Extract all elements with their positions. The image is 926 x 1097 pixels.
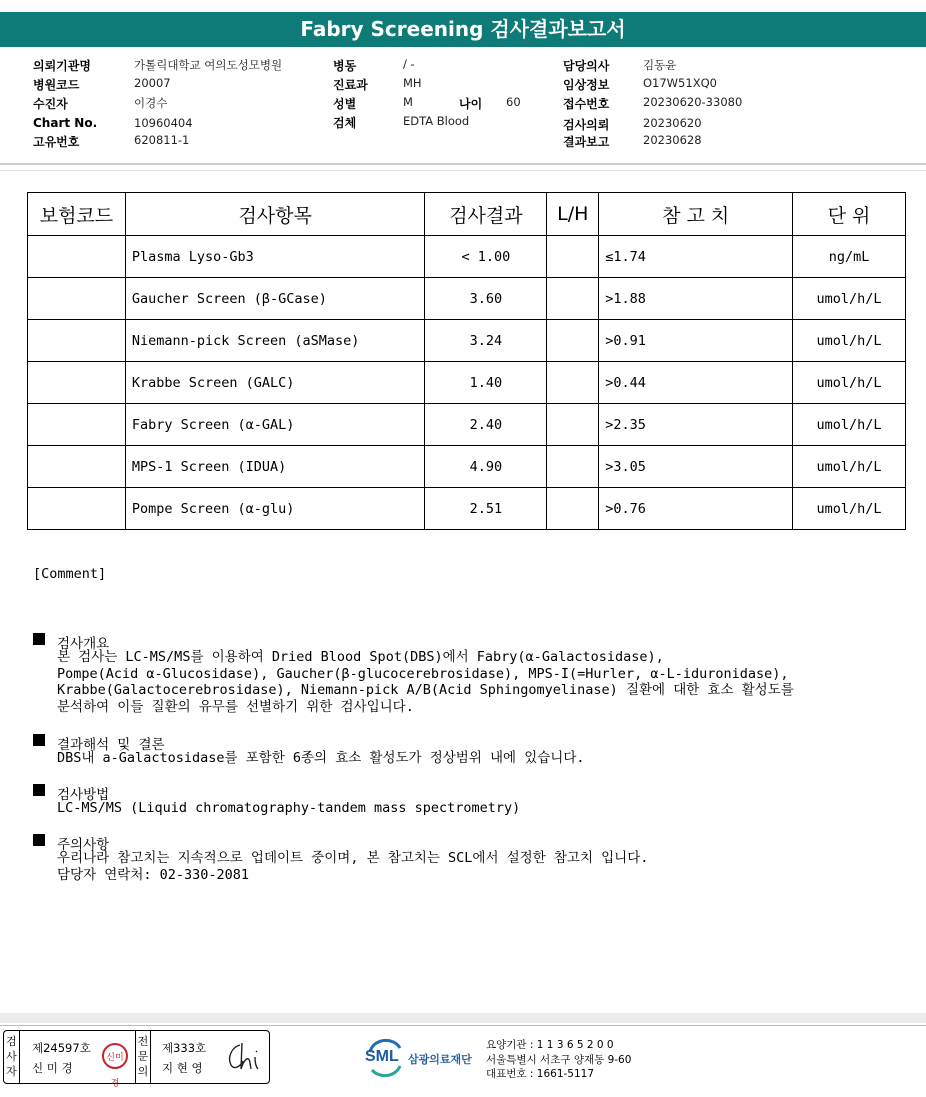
table-row (28, 488, 906, 530)
cell-lh (547, 320, 599, 362)
cell-item: Niemann-pick Screen (aSMase) (125, 320, 425, 362)
cell-code (28, 278, 126, 320)
results-table (27, 192, 906, 530)
chart-no-label: Chart No. (33, 116, 98, 130)
patient-label: 수진자 (33, 97, 68, 111)
cell-item: Plasma Lyso-Gb3 (125, 236, 425, 278)
cell-result: 3.24 (425, 320, 547, 362)
cell-unit: umol/h/L (793, 446, 906, 488)
header-divider-secondary (0, 170, 926, 171)
square-bullet-icon (33, 834, 45, 846)
lab-address: 서울특별시 서초구 양재동 9-60 (486, 1053, 632, 1066)
cell-unit: umol/h/L (793, 488, 906, 530)
specimen-label: 검체 (333, 116, 357, 130)
cell-item: Fabry Screen (α-GAL) (125, 404, 425, 446)
cell-reference: >0.44 (599, 362, 793, 404)
cell-lh (547, 488, 599, 530)
hospital-code-label: 병원코드 (33, 78, 80, 92)
doctor-value: 김동윤 (643, 58, 677, 72)
cell-code (28, 404, 126, 446)
footer-divider (0, 1013, 926, 1023)
cell-reference: >3.05 (599, 446, 793, 488)
cell-reference: >1.88 (599, 278, 793, 320)
col-insurance-code: 보험코드 (28, 193, 126, 236)
unique-no-value: 620811-1 (134, 133, 190, 147)
specialist-label-text: 전문의 (137, 1035, 149, 1078)
cell-code (28, 446, 126, 488)
sex-label: 성별 (333, 97, 357, 111)
institution-value: 가톨릭대학교 여의도성모병원 (134, 58, 283, 72)
cell-lh (547, 446, 599, 488)
cell-item: MPS-1 Screen (IDUA) (125, 446, 425, 488)
cell-result: 1.40 (425, 362, 547, 404)
section-body: 본 검사는 LC-MS/MS를 이용하여 Dried Blood Spot(DBS)에서 Fabry(α-Galactosidase), Pompe(Acid α-Glucosidase), Gaucher(β-glucocerebrosidase), MPS-I(=Hurler, α-L-iduronidase), Krabbe(Galactocerebrosidase), Niemann-pick A/B(Acid Sphingomyelinase) 질환에 대한 효소 활성도를 분석하여 이들 질환의 유무를 선별하기 위한 검사입니다. (57, 649, 794, 715)
section-body: DBS내 a-Galactosidase를 포함한 6종의 효소 활성도가 정상범위 내에 있습니다. (57, 750, 585, 766)
dept-value: MH (403, 76, 422, 90)
sml-logo (364, 1038, 476, 1078)
col-result: 검사결과 (425, 193, 547, 236)
cell-unit: umol/h/L (793, 278, 906, 320)
sml-logo-text: 삼광의료재단 (408, 1053, 472, 1066)
tester-license-no: 제24597호 (32, 1041, 91, 1055)
age-value: 60 (506, 95, 521, 109)
col-lh: L/H (547, 193, 599, 236)
report-date: 20230628 (643, 133, 702, 147)
cell-result: < 1.00 (425, 236, 547, 278)
cell-lh (547, 236, 599, 278)
section-title: 검사방법 (57, 787, 110, 803)
cell-reference: >0.91 (599, 320, 793, 362)
cell-lh (547, 404, 599, 446)
table-row (28, 446, 906, 488)
table-row (28, 362, 906, 404)
section-title: 결과해석 및 결론 (57, 737, 165, 753)
specialist-name: 지 현 영 (162, 1061, 203, 1075)
col-test-item: 검사항목 (125, 193, 425, 236)
receipt-label: 접수번호 (563, 97, 610, 111)
cell-code (28, 362, 126, 404)
institution-label: 의뢰기관명 (33, 59, 91, 73)
tester-name: 신 미 경 (32, 1061, 73, 1075)
doctor-label: 담당의사 (563, 59, 610, 73)
cell-unit: umol/h/L (793, 404, 906, 446)
table-row (28, 320, 906, 362)
specialist-license-no: 제333호 (162, 1041, 207, 1055)
cell-code (28, 236, 126, 278)
footer-line (0, 1025, 926, 1026)
cell-lh (547, 278, 599, 320)
section-title: 검사개요 (57, 636, 110, 652)
section-body: LC-MS/MS (Liquid chromatography-tandem mass spectrometry) (57, 800, 521, 816)
request-label: 검사의뢰 (563, 118, 610, 132)
tester-label-text: 검사자 (6, 1035, 17, 1078)
cell-reference: >2.35 (599, 404, 793, 446)
table-row (28, 404, 906, 446)
cell-code (28, 488, 126, 530)
cell-unit: umol/h/L (793, 320, 906, 362)
cell-result: 3.60 (425, 278, 547, 320)
cell-result: 4.90 (425, 446, 547, 488)
cell-reference: >0.76 (599, 488, 793, 530)
cell-item: Gaucher Screen (β-GCase) (125, 278, 425, 320)
receipt-value: 20230620-33080 (643, 95, 743, 109)
col-unit: 단 위 (793, 193, 906, 236)
square-bullet-icon (33, 784, 45, 796)
cell-reference: ≤1.74 (599, 236, 793, 278)
cell-item: Krabbe Screen (GALC) (125, 362, 425, 404)
clinical-value: O17W51XQ0 (643, 76, 717, 90)
sml-logo-mark: SML (365, 1048, 399, 1065)
table-header-row (28, 193, 906, 236)
dept-label: 진료과 (333, 78, 368, 92)
cell-item: Pompe Screen (α-glu) (125, 488, 425, 530)
cell-lh (547, 362, 599, 404)
table-row (28, 236, 906, 278)
hospital-code-value: 20007 (134, 76, 171, 90)
lab-code: 요양기관 : 1 1 3 6 5 2 0 0 (486, 1039, 614, 1051)
cell-result: 2.51 (425, 488, 547, 530)
col-reference: 참 고 치 (599, 193, 793, 236)
lab-info (486, 1038, 631, 1082)
lab-phone: 대표번호 : 1661-5117 (486, 1068, 595, 1080)
comment-label: [Comment] (33, 566, 107, 582)
specimen-value: EDTA Blood (403, 114, 470, 128)
request-date: 20230620 (643, 116, 702, 130)
section-title: 주의사항 (57, 837, 110, 853)
unique-no-label: 고유번호 (33, 135, 80, 149)
signature-icon (224, 1039, 264, 1075)
specialist-label (135, 1031, 151, 1083)
sex-value: M (403, 95, 413, 109)
ward-label: 병동 (333, 59, 357, 73)
square-bullet-icon (33, 734, 45, 746)
clinical-label: 임상정보 (563, 78, 610, 92)
report-title: Fabry Screening 검사결과보고서 (0, 12, 926, 47)
section-body: 우리나라 참고치는 지속적으로 업데이트 중이며, 본 참고치는 SCL에서 설정한 참고치 입니다. 담당자 연락처: 02-330-2081 (57, 850, 649, 883)
report-label: 결과보고 (563, 135, 610, 149)
report-header (0, 54, 926, 158)
square-bullet-icon (33, 633, 45, 645)
cell-unit: umol/h/L (793, 362, 906, 404)
chart-no-value: 10960404 (134, 116, 193, 130)
tester-label (4, 1031, 20, 1083)
age-label: 나이 (459, 97, 483, 111)
cell-result: 2.40 (425, 404, 547, 446)
signature-box (3, 1030, 270, 1089)
patient-value: 이경수 (134, 96, 168, 110)
seal-stamp-icon: 신미경 (102, 1043, 128, 1069)
header-divider (0, 163, 926, 165)
cell-unit: ng/mL (793, 236, 906, 278)
ward-value: / - (403, 57, 415, 71)
table-row (28, 278, 906, 320)
cell-code (28, 320, 126, 362)
